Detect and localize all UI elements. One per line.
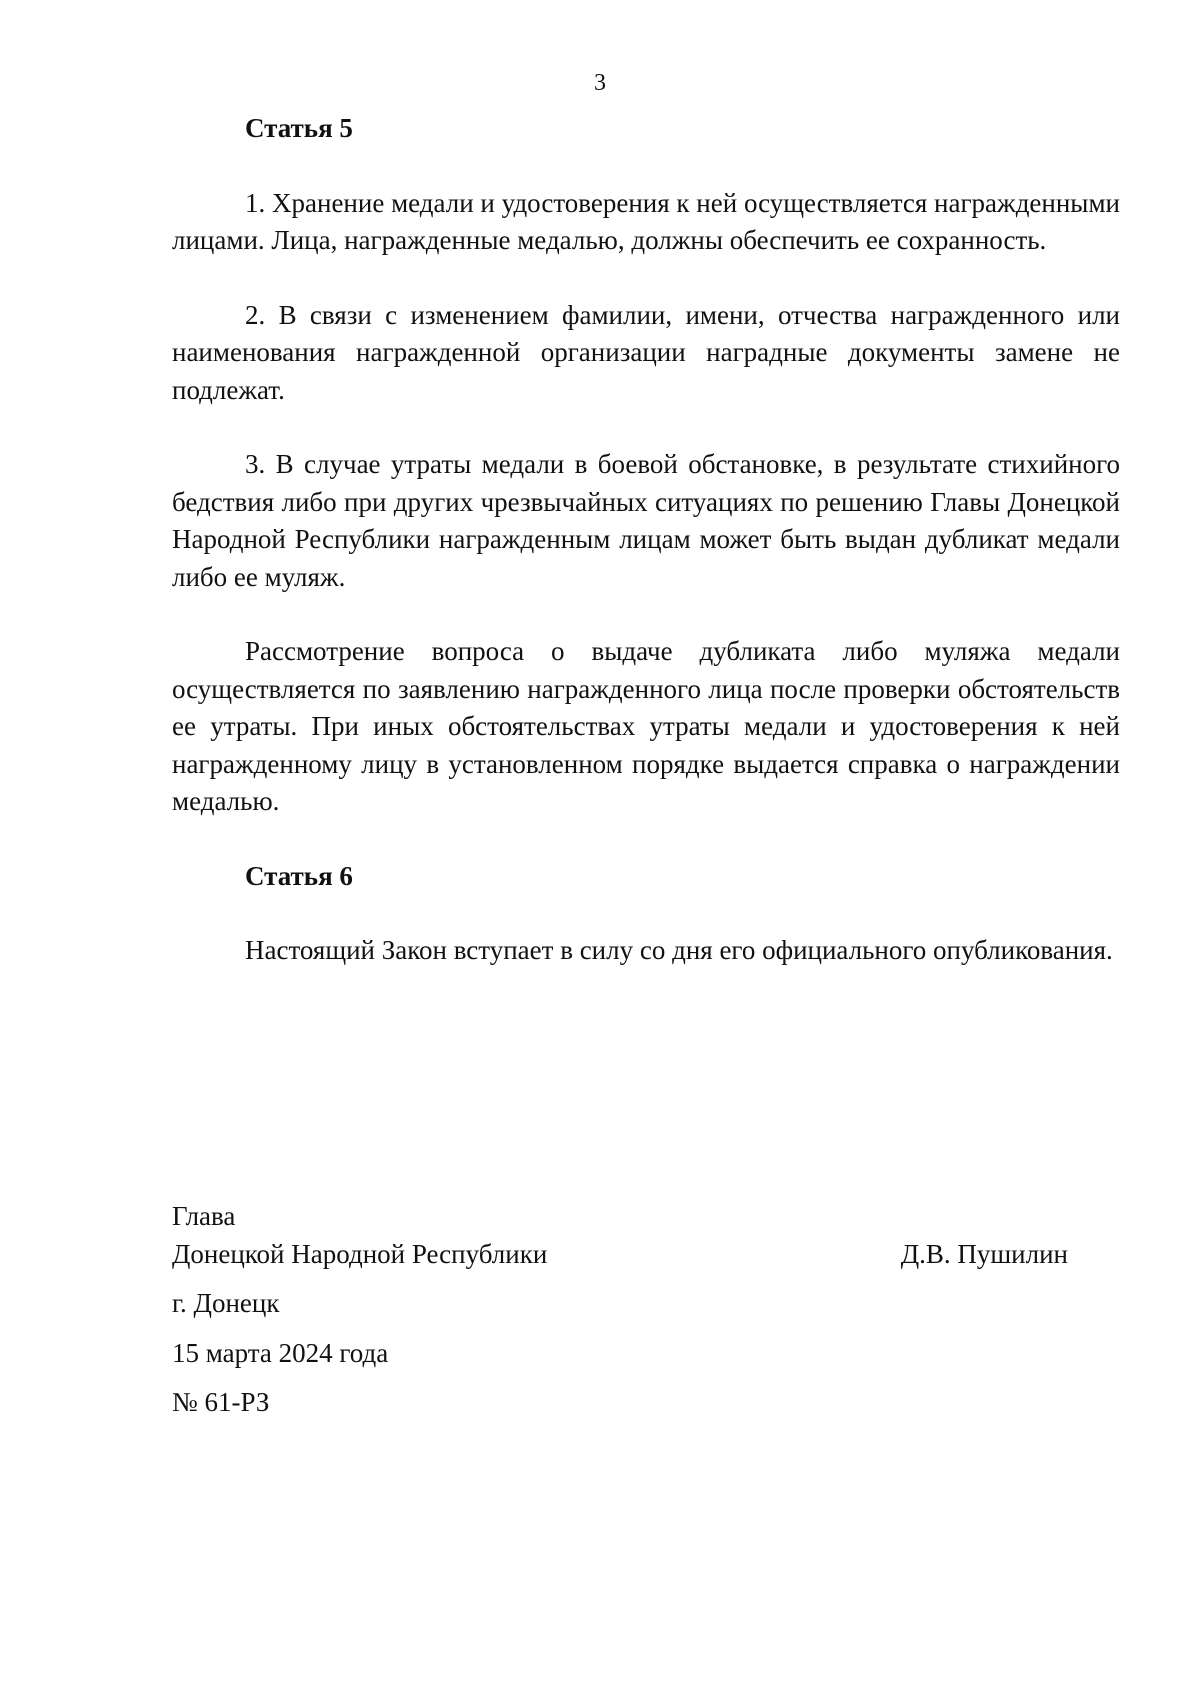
signature-block — [172, 1198, 1068, 1434]
article-5-paragraph-4: Рассмотрение вопроса о выдаче дубликата либо муляжа медали осуществляется по заявлению награжденного лица после проверки обстоятельств ее утраты. При иных обстоятельствах утраты медали и удостоверения к ней награжденному лицу в установленном порядке выдается справка о награждении медалью. — [172, 636, 1120, 816]
article-6-heading: Статья 6 — [245, 860, 353, 891]
article-5-paragraph-3: 3. В случае утраты медали в боевой обстановке, в результате стихийного бедствия либо при других чрезвычайных ситуациях по решению Главы Донецкой Народной Республики награжденным лицам может быть выдан дубликат медали либо ее муляж. — [172, 449, 1120, 592]
signatory-name: Д.В. Пушилин — [900, 1238, 1068, 1269]
signatory-title-line1: Глава — [172, 1201, 236, 1231]
signing-date: 15 марта 2024 года — [172, 1337, 389, 1368]
law-number: № 61-РЗ — [172, 1387, 270, 1417]
signing-city: г. Донецк — [172, 1288, 280, 1318]
article-5-heading: Статья 5 — [245, 113, 353, 143]
signatory-title-line2: Донецкой Народной Республики — [172, 1238, 548, 1269]
article-6-paragraph-1: Настоящий Закон вступает в силу со дня его официального опубликования. — [245, 935, 1113, 965]
page-number: 3 — [594, 70, 606, 96]
document-body — [172, 110, 1120, 1007]
article-5-paragraph-1: 1. Хранение медали и удостоверения к ней осуществляется награжденными лицами. Лица, награжденные медалью, должны обеспечить ее сохранность. — [172, 187, 1120, 255]
article-5-paragraph-2: 2. В связи с изменением фамилии, имени, отчества награжденного или наименования награжденной организации наградные документы замене не подлежат. — [172, 299, 1120, 405]
signatory-row — [172, 1236, 1068, 1274]
